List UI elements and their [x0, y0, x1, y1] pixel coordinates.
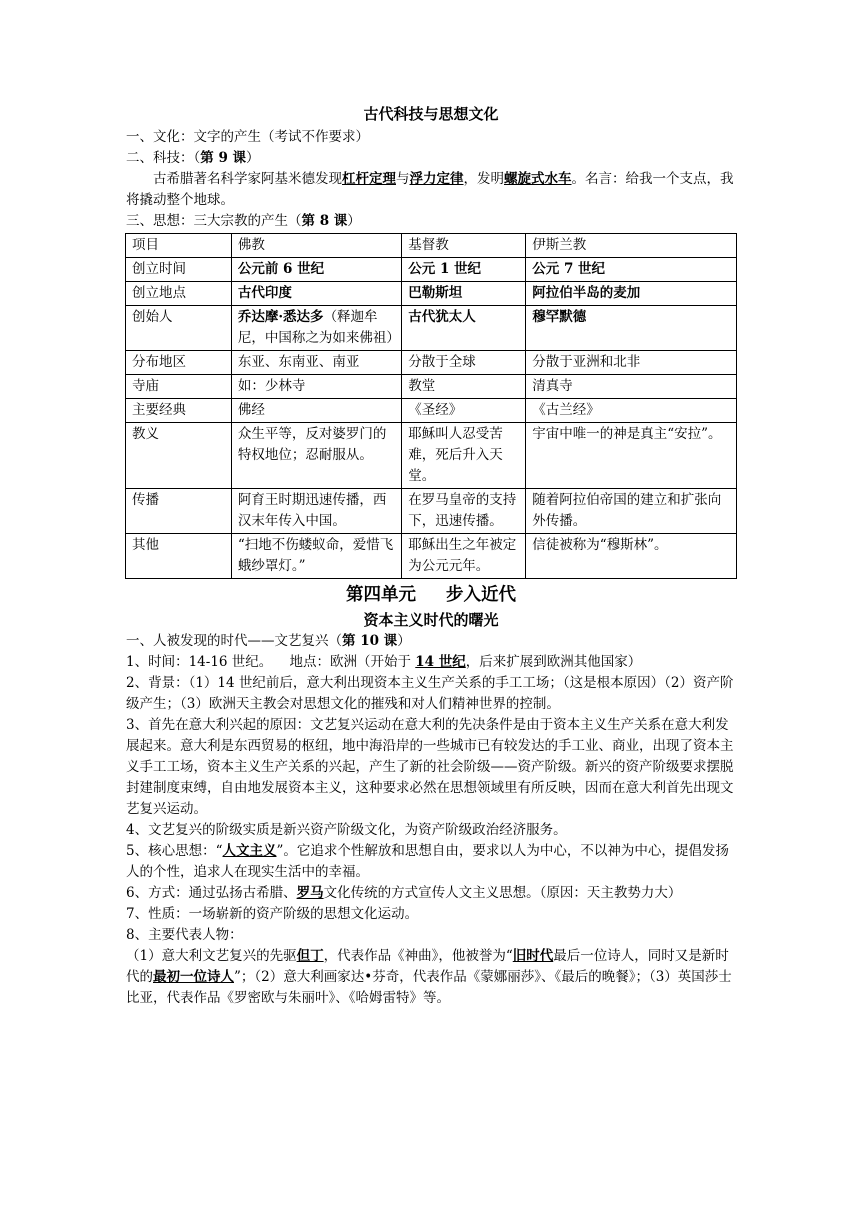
- table-cell: “扫地不伤蝼蚁命，爱惜飞蛾纱罩灯。”: [231, 534, 401, 579]
- unit-name: 步入近代: [446, 585, 516, 605]
- table-cell: 在罗马皇帝的支持下，迅速传播。: [402, 489, 526, 534]
- text: 与: [396, 171, 410, 187]
- founder-note: （释迦牟尼，中国称之为如来佛祖）: [237, 309, 400, 346]
- text: 6、方式：通过弘扬古希腊、: [126, 885, 297, 901]
- table-row: [126, 258, 737, 282]
- row-label: 创始人: [126, 306, 232, 351]
- highlight-rome: 罗马: [296, 885, 324, 901]
- text: 最后一位诗人，同时又是新时代的: [126, 948, 729, 985]
- row-label: 寺庙: [126, 375, 232, 399]
- row-label: 创立时间: [126, 258, 232, 282]
- table-cell: 信徒被称为“穆斯林”。: [526, 534, 737, 579]
- heading-close: ）: [397, 633, 411, 649]
- table-cell: 如：少林寺: [231, 375, 401, 399]
- section-science-text: 二、科技：（: [126, 150, 201, 166]
- table-cell: 教堂: [402, 375, 526, 399]
- table-cell: 宇宙中唯一的神是真主“安拉”。: [526, 423, 737, 489]
- table-header-cell: 项目: [126, 234, 232, 258]
- point-method: [126, 883, 736, 904]
- table-cell: 分散于亚洲和北非: [526, 351, 737, 375]
- section-religion: [126, 211, 736, 232]
- text: 1、时间：14-16 世纪。 地点：欧洲（开始于: [126, 654, 416, 670]
- table-header-cell: 佛教: [231, 234, 401, 258]
- row-label: 教义: [126, 423, 232, 489]
- lesson-ref: 第 10 课: [342, 633, 398, 649]
- lesson-ref: 第 8 课: [301, 213, 348, 229]
- table-cell: 清真寺: [526, 375, 737, 399]
- highlight-screw: 螺旋式水车: [504, 171, 572, 187]
- table-row: [126, 423, 737, 489]
- highlight-first-poet: 最初一位诗人: [153, 969, 234, 985]
- point-core-idea: [126, 841, 736, 883]
- section-science: [126, 148, 736, 169]
- table-cell: 众生平等，反对婆罗门的特权地位；忍耐服从。: [231, 423, 401, 489]
- founder-name: 乔达摩·悉达多: [237, 309, 324, 325]
- text: 5、核心思想：“: [126, 843, 223, 859]
- religions-table: [125, 233, 737, 579]
- page-title: 古代科技与思想文化: [363, 105, 499, 123]
- table-cell: 耶稣叫人忍受苦难，死后升入天堂。: [402, 423, 526, 489]
- table-cell: 分散于全球: [402, 351, 526, 375]
- row-label: 创立地点: [126, 282, 232, 306]
- table-header-cell: 基督教: [402, 234, 526, 258]
- text: 。名言：给我一个支点，我将撬动整个地球。: [126, 171, 734, 208]
- chapter-title: 资本主义时代的曙光: [363, 611, 499, 629]
- table-cell: 古代犹太人: [402, 306, 526, 351]
- table-row: [126, 534, 737, 579]
- science-paragraph: [126, 169, 736, 211]
- table-cell: [231, 306, 401, 351]
- table-header-cell: 伊斯兰教: [526, 234, 737, 258]
- text: ，后来扩展到欧洲其他国家）: [465, 654, 642, 670]
- text: （1）意大利文艺复兴的先驱: [126, 948, 297, 964]
- unit-heading: [126, 585, 736, 606]
- highlight-old-era: 旧时代: [512, 948, 554, 964]
- renaissance-heading: [126, 631, 736, 652]
- text: ”；（2）意大利画家达•芬奇，代表作品《蒙娜丽莎》、《最后的晚餐》；（3）英国莎士比亚，代表作品《罗密欧与朱丽叶》、《哈姆雷特》等。: [126, 969, 732, 1006]
- highlight-lever: 杠杆定理: [342, 171, 396, 187]
- table-cell: 佛经: [231, 399, 401, 423]
- table-cell: 耶稣出生之年被定为公元元年。: [402, 534, 526, 579]
- section-religion-close: ）: [347, 213, 361, 229]
- table-cell: 穆罕默德: [526, 306, 737, 351]
- text: ，代表作品《神曲》，他被誉为“: [323, 948, 513, 964]
- table-cell: 阿拉伯半岛的麦加: [526, 282, 737, 306]
- point-figures: 8、主要代表人物：: [126, 927, 243, 943]
- point-time: [126, 652, 736, 673]
- point-figures-detail: [126, 946, 736, 1009]
- table-row: [126, 399, 737, 423]
- table-row: [126, 306, 737, 351]
- table-row: [126, 375, 737, 399]
- row-label: 分布地区: [126, 351, 232, 375]
- highlight-dante: 但丁: [296, 948, 324, 964]
- table-cell: 《古兰经》: [526, 399, 737, 423]
- table-row: [126, 351, 737, 375]
- table-cell: 巴勒斯坦: [402, 282, 526, 306]
- table-cell: 古代印度: [231, 282, 401, 306]
- highlight-buoyancy: 浮力定律: [409, 171, 464, 187]
- highlight-century: 14 世纪: [415, 654, 466, 670]
- table-cell: 东亚、东南亚、南亚: [231, 351, 401, 375]
- point-essence: 4、文艺复兴的阶级实质是新兴资产阶级文化，为资产阶级政治经济服务。: [126, 822, 567, 838]
- heading-text: 一、人被发现的时代——文艺复兴（: [126, 633, 342, 649]
- point-background: 2、背景：（1）14 世纪前后，意大利出现资本主义生产关系的手工工场；（这是根本原因）（2）资产阶级产生；（3）欧洲天主教会对思想文化的摧残和对人们精神世界的控制。: [126, 675, 734, 712]
- point-reason: 3、首先在意大利兴起的原因：文艺复兴运动在意大利的先决条件是由于资本主义生产关系在意大利发展起来。意大利是东西贸易的枢纽，地中海沿岸的一些城市已有较发达的手工业、商业，出现了资本主义手工工场，资本主义生产关系的兴起，产生了新的社会阶级——资产阶级。新兴的资产阶级要求摆脱封建制度束缚，自由地发展资本主义，这种要求必然在思想领域里有所反映，因而在意大利首先出现文艺复兴运动。: [126, 717, 734, 817]
- table-row: [126, 282, 737, 306]
- text: ”。它追求个性解放和思想自由，要求以人为中心，不以神为中心，提倡发扬人的个性，追求人在现实生活中的幸福。: [126, 843, 729, 880]
- row-label: 其他: [126, 534, 232, 579]
- text: 文化传统的方式宣传人文主义思想。（原因：天主教势力大）: [323, 885, 682, 901]
- row-label: 主要经典: [126, 399, 232, 423]
- section-religion-text: 三、思想：三大宗教的产生（: [126, 213, 302, 229]
- highlight-humanism: 人文主义: [222, 843, 277, 859]
- table-row: [126, 489, 737, 534]
- table-cell: 《圣经》: [402, 399, 526, 423]
- table-cell: 公元 1 世纪: [402, 258, 526, 282]
- table-cell: 阿育王时期迅速传播，西汉末年传入中国。: [231, 489, 401, 534]
- lesson-ref: 第 9 课: [200, 150, 247, 166]
- unit-number: 第四单元: [346, 585, 416, 605]
- section-culture: 一、文化：文字的产生（考试不作要求）: [126, 129, 369, 145]
- table-cell: 公元 7 世纪: [526, 258, 737, 282]
- table-cell: 随着阿拉伯帝国的建立和扩张向外传播。: [526, 489, 737, 534]
- point-nature: 7、性质：一场崭新的资产阶级的思想文化运动。: [126, 906, 419, 922]
- row-label: 传播: [126, 489, 232, 534]
- section-science-close: ）: [246, 150, 260, 166]
- text: ，发明: [463, 171, 504, 187]
- table-cell: 公元前 6 世纪: [231, 258, 401, 282]
- document-content: [126, 104, 736, 1009]
- table-header-row: [126, 234, 737, 258]
- text: 古希腊著名科学家阿基米德发现: [153, 171, 342, 187]
